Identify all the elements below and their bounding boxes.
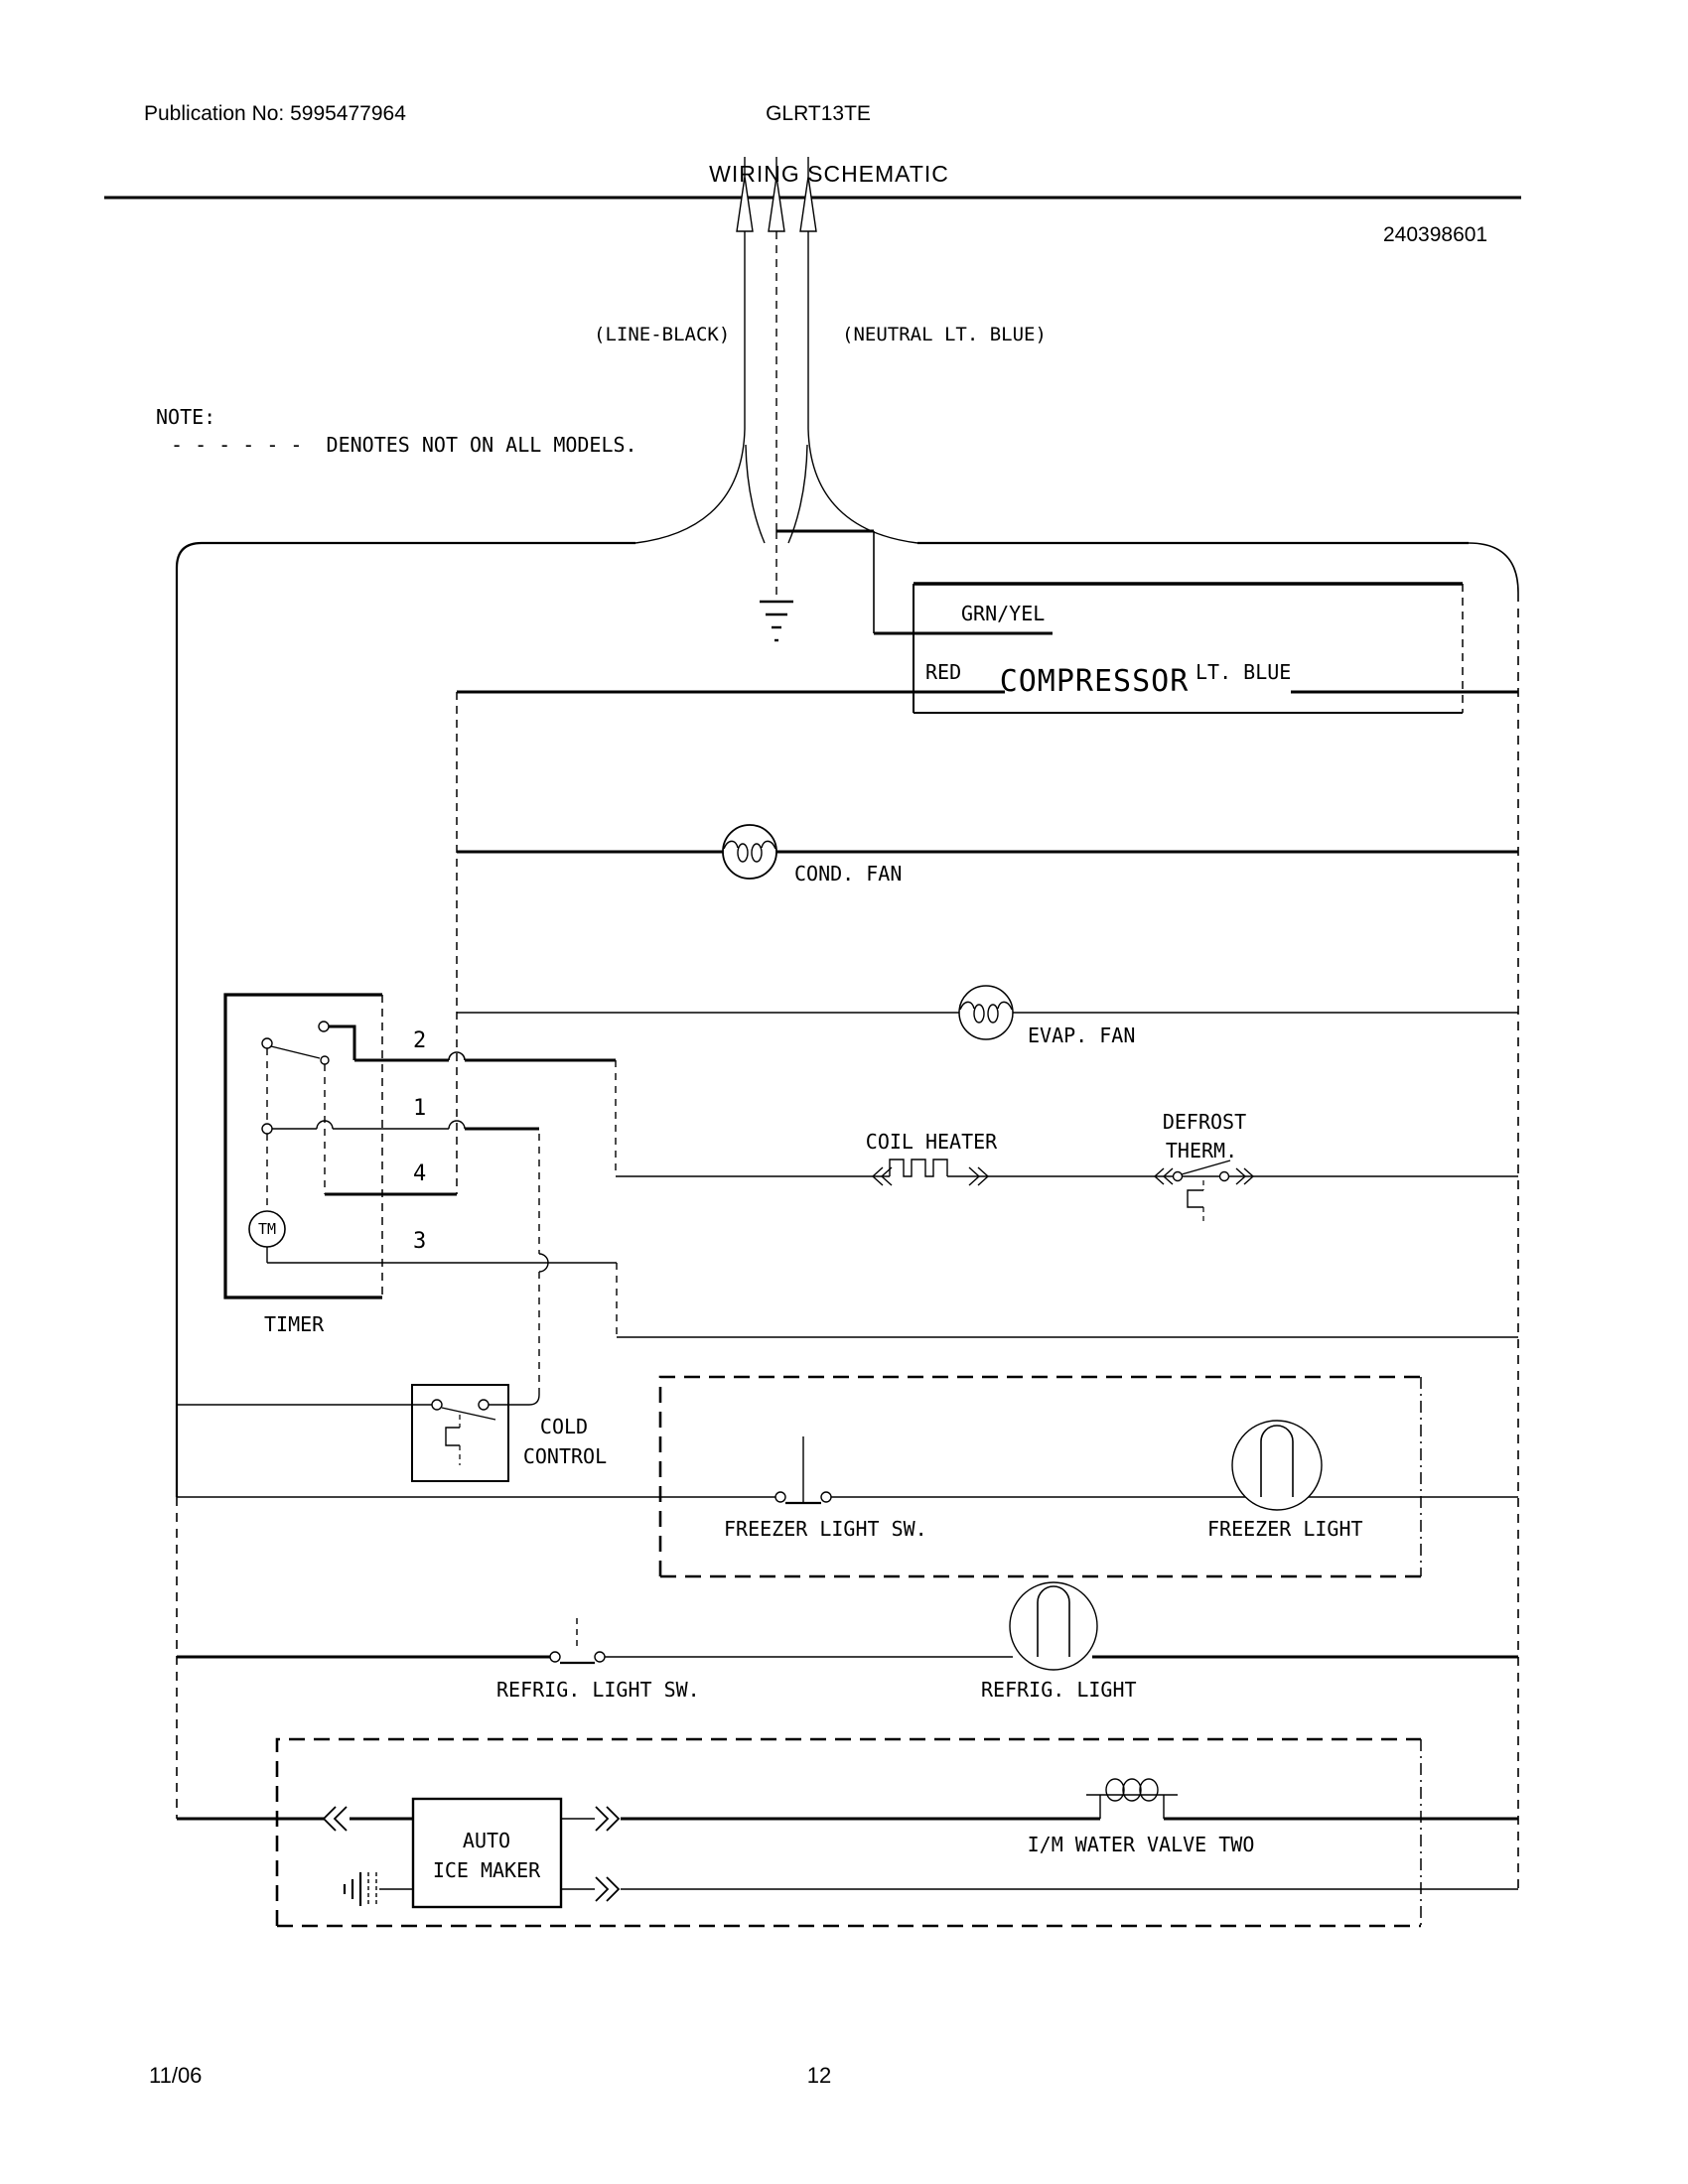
- line-black-label: (LINE-BLACK): [594, 324, 731, 345]
- red-label: RED: [925, 660, 962, 684]
- compressor-label: COMPRESSOR: [999, 664, 1190, 699]
- freezer-light-label: FREEZER LIGHT: [1207, 1517, 1363, 1541]
- lt-blue-label: LT. BLUE: [1196, 660, 1292, 684]
- timer-pin-2: 2: [413, 1028, 427, 1053]
- timer-pin-1: 1: [413, 1096, 427, 1121]
- refrig-light-symbol: [177, 1582, 1518, 1670]
- cold-control-label-1: COLD: [539, 1415, 589, 1438]
- cond-fan-label: COND. FAN: [794, 862, 903, 886]
- freezer-light-sw-label: FREEZER LIGHT SW.: [724, 1517, 927, 1541]
- defrost-heater-symbol: [616, 1060, 1518, 1223]
- evap-fan-label: EVAP. FAN: [1028, 1024, 1136, 1047]
- evap-fan-symbol: [457, 986, 1518, 1039]
- supply-leads-symbol: [635, 157, 917, 543]
- defrost-therm-label-1: DEFROST: [1162, 1110, 1247, 1134]
- ice-maker-label-1: AUTO: [462, 1829, 511, 1852]
- neutral-label: (NEUTRAL LT. BLUE): [842, 324, 1047, 345]
- timer-pin-4: 4: [413, 1161, 427, 1186]
- note-text: - - - - - - DENOTES NOT ON ALL MODELS.: [171, 433, 637, 457]
- timer-motor-return: [617, 1263, 1518, 1337]
- timer-label: TIMER: [264, 1312, 325, 1336]
- timer-pin-3: 3: [413, 1229, 427, 1254]
- refrig-light-label: REFRIG. LIGHT: [981, 1678, 1137, 1702]
- part-number: 240398601: [1383, 223, 1488, 246]
- pin1-riser: [489, 1134, 548, 1405]
- cold-control-symbol: [177, 1385, 508, 1481]
- ice-maker-symbol: [177, 1779, 1518, 1907]
- cond-fan-symbol: [457, 825, 1518, 879]
- timer-motor-label: TM: [257, 1220, 277, 1238]
- ice-maker-label-2: ICE MAKER: [432, 1858, 541, 1882]
- model-number: GLRT13TE: [766, 102, 871, 125]
- freezer-light-symbol: [177, 1421, 1518, 1510]
- page-title: WIRING SCHEMATIC: [709, 161, 949, 187]
- water-valve-label: I/M WATER VALVE TWO: [1027, 1833, 1255, 1856]
- footer-date: 11/06: [149, 2063, 203, 2088]
- grn-yel-label: GRN/YEL: [961, 602, 1046, 625]
- footer-page-number: 12: [806, 2063, 832, 2088]
- defrost-therm-label-2: THERM.: [1165, 1139, 1238, 1162]
- cold-control-label-2: CONTROL: [522, 1444, 608, 1468]
- coil-heater-label: COIL HEATER: [865, 1130, 998, 1154]
- main-circuit-outline: [177, 543, 1518, 1889]
- publication-number: Publication No: 5995477964: [144, 102, 406, 125]
- refrig-light-sw-label: REFRIG. LIGHT SW.: [496, 1678, 700, 1702]
- note-label: NOTE:: [156, 405, 216, 429]
